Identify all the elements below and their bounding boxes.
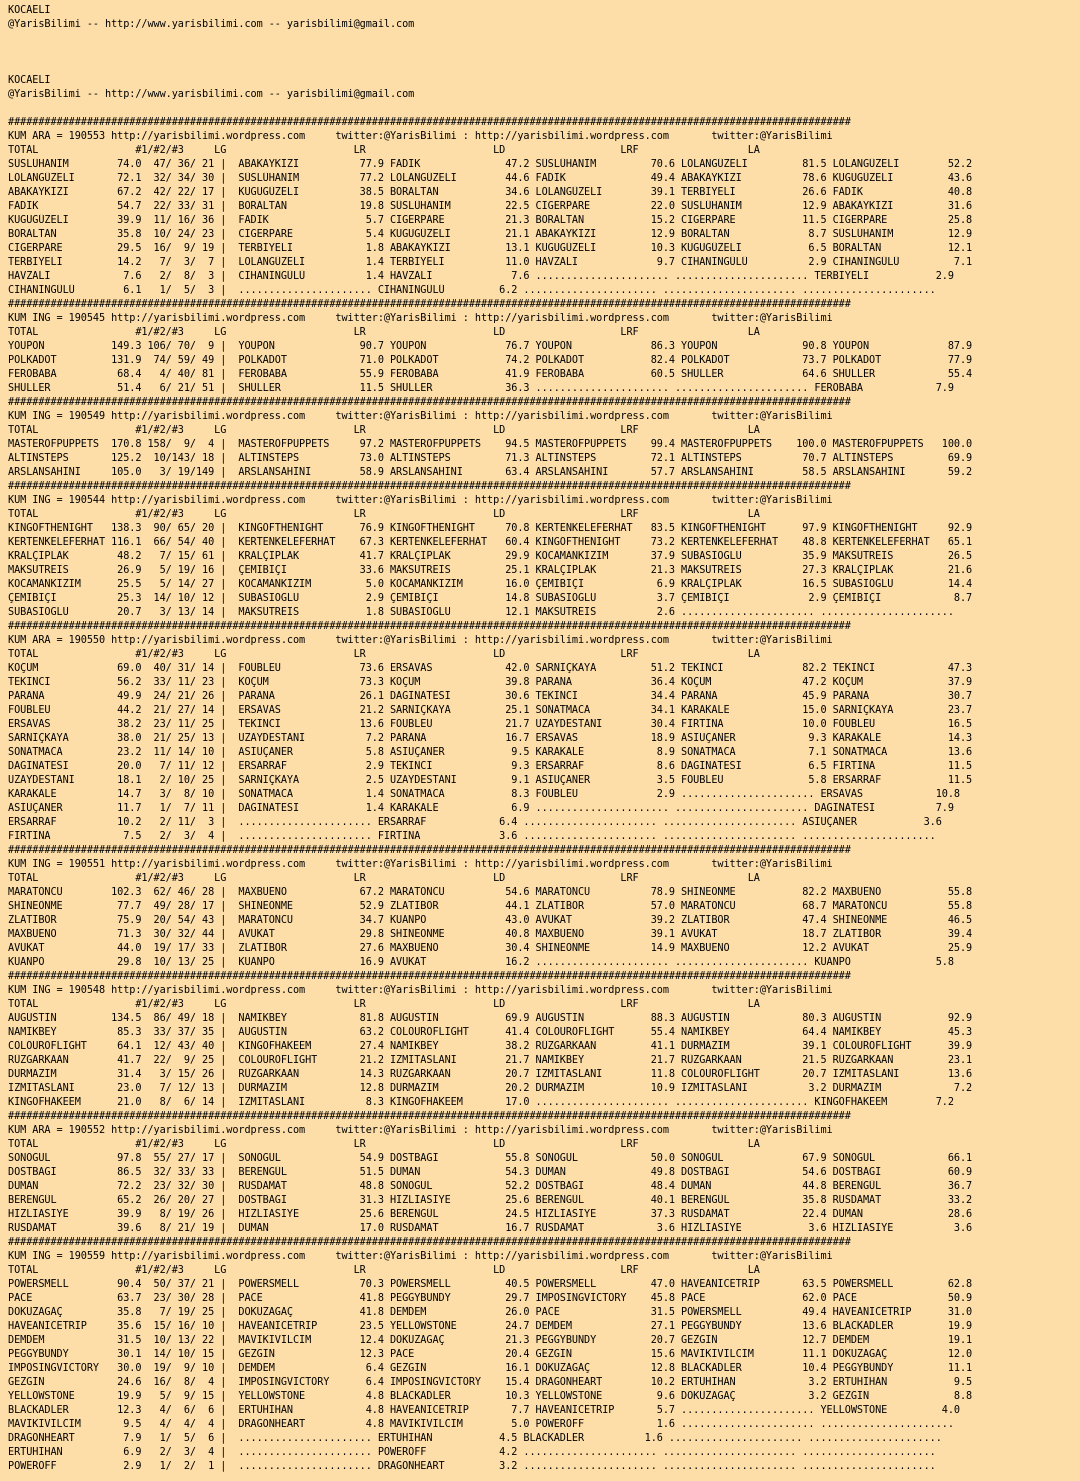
result-row: COLOUROFLIGHT 64.1 12/ 43/ 40 | KINGOFHAKEEM 27.4 NAMIKBEY 38.2 RÜZGARKAAN 41.1 DURMAZIM 39.1 COLOUROFLIGHT 39.9 bbox=[8, 1041, 973, 1052]
race-title: KUM ING = 190548 http://yarisbilimi.wordpress.com twitter:@YarisBilimi : http://yarisbilimi.wordpress.com twitter:@YarisBilimi bbox=[8, 985, 833, 996]
result-row: KERTENKELEFERHAT 116.1 66/ 54/ 40 | KERTENKELEFERHAT 67.3 KERTENKELEFERHAT 60.4 KINGOFTHENIGHT 73.2 KERTENKELEFERHAT 48.8 KERTENKELEFERHAT 65.1 bbox=[8, 537, 973, 548]
separator-line: ########################################################################################################################################### bbox=[8, 971, 851, 982]
result-row: RUSDAMAT 39.6 8/ 21/ 19 | DUMAN 17.0 RUSDAMAT 16.7 RUSDAMAT 3.6 HIZLIASIYE 3.6 HIZLIASIYE 3.6 bbox=[8, 1223, 973, 1234]
column-header: TOTAL #1/#2/#3 LG LR LD LRF LA bbox=[8, 327, 760, 338]
separator-line: ########################################################################################################################################### bbox=[8, 299, 851, 310]
header-line: @YarisBilimi -- http://www.yarisbilimi.com -- yarisbilimi@gmail.com bbox=[8, 19, 415, 30]
result-row: POWERSMELL 90.4 50/ 37/ 21 | POWERSMELL 70.3 POWERSMELL 40.5 POWERSMELL 47.0 HAVEANICETRIP 63.5 POWERSMELL 62.8 bbox=[8, 1279, 973, 1290]
result-row: ABAKAYKIZI 67.2 42/ 22/ 17 | KUGUGÜZELI 38.5 BORALTAN 34.6 LOLANGÜZELI 39.1 TERBIYELI 26.6 FADIK 40.8 bbox=[8, 187, 973, 198]
result-row: KINGOFTHENIGHT 138.3 90/ 65/ 20 | KINGOFTHENIGHT 76.9 KINGOFTHENIGHT 70.8 KERTENKELEFERHAT 83.5 KINGOFTHENIGHT 97.9 KINGOFTHENIGHT 92.9 bbox=[8, 523, 973, 534]
column-header: TOTAL #1/#2/#3 LG LR LD LRF LA bbox=[8, 1265, 760, 1276]
separator-line: ########################################################################################################################################### bbox=[8, 481, 851, 492]
result-row: TEKINCI 56.2 33/ 11/ 23 | KOÇUM 73.3 KOÇUM 39.8 PARANA 36.4 KOÇUM 47.2 KOÇUM 37.9 bbox=[8, 677, 973, 688]
result-row: HAVZALI 7.6 2/ 8/ 3 | CIHANINGÜLÜ 1.4 HAVZALI 7.6 ...................... ...................... TERBIYELI 2.9 bbox=[8, 271, 954, 282]
result-row: SUBASIOGLU 20.7 3/ 13/ 14 | MAKSUTREIS 1.8 SUBASIOGLU 12.1 MAKSUTREIS 2.6 ...................... ...................... bbox=[8, 607, 954, 618]
result-row: BORALTAN 35.8 10/ 24/ 23 | CIGERPARE 5.4 KUGUGÜZELI 21.1 ABAKAYKIZI 12.9 BORALTAN 8.7 SÜSLÜHANIM 12.9 bbox=[8, 229, 973, 240]
result-row: KUANPO 29.8 10/ 13/ 25 | KUANPO 16.9 AVUKAT 16.2 ...................... ...................... KUANPO 5.8 bbox=[8, 957, 954, 968]
column-header: TOTAL #1/#2/#3 LG LR LD LRF LA bbox=[8, 999, 760, 1010]
result-row: SONOGUL 97.8 55/ 27/ 17 | SONOGUL 54.9 DOSTBAGI 55.8 SONOGUL 50.0 SONOGUL 67.9 SONOGUL 66.1 bbox=[8, 1153, 973, 1164]
result-row: SÜSLÜHANIM 74.0 47/ 36/ 21 | ABAKAYKIZI 77.9 FADIK 47.2 SÜSLÜHANIM 70.6 LOLANGÜZELI 81.5 LOLANGÜZELI 52.2 bbox=[8, 159, 973, 170]
result-row: ERTUHIHAN 6.9 2/ 3/ 4 | ...................... POWEROFF 4.2 ...................... ...................... ...................... bbox=[8, 1447, 936, 1458]
result-row: MAKSUTREIS 26.9 5/ 19/ 16 | ÇEMIBIÇI 33.6 MAKSUTREIS 25.1 KRALÇIPLAK 21.3 MAKSUTREIS 27.3 KRALÇIPLAK 21.6 bbox=[8, 565, 973, 576]
result-row: RÜZGARKAAN 41.7 22/ 9/ 25 | COLOUROFLIGHT 21.2 IZMITASLANI 21.7 NAMIKBEY 21.7 RÜZGARKAAN 21.5 RÜZGARKAAN 23.1 bbox=[8, 1055, 973, 1066]
separator-line: ########################################################################################################################################### bbox=[8, 397, 851, 408]
result-row: AVUKAT 44.0 19/ 17/ 33 | ZLATIBOR 27.6 MAXBUENO 30.4 SHINEONME 14.9 MAXBUENO 12.2 AVUKAT 25.9 bbox=[8, 943, 973, 954]
result-row: HIZLIASIYE 39.9 8/ 19/ 26 | HIZLIASIYE 25.6 BERENGÜL 24.5 HIZLIASIYE 37.3 RUSDAMAT 22.4 DUMAN 28.6 bbox=[8, 1209, 973, 1220]
result-row: YELLOWSTONE 19.9 5/ 9/ 15 | YELLOWSTONE 4.8 BLACKADLER 10.3 YELLOWSTONE 9.6 DOKUZAGAÇ 3.2 GEZGIN 8.8 bbox=[8, 1391, 973, 1402]
result-row: KOCAMANKIZIM 25.5 5/ 14/ 27 | KOCAMANKIZIM 5.0 KOCAMANKIZIM 16.0 ÇEMIBIÇI 6.9 KRALÇIPLAK 16.5 SUBASIOGLU 14.4 bbox=[8, 579, 973, 590]
result-row: PARANA 49.9 24/ 21/ 26 | PARANA 26.1 DAGINATESI 30.6 TEKINCI 34.4 PARANA 45.9 PARANA 30.7 bbox=[8, 691, 973, 702]
separator-line: ########################################################################################################################################### bbox=[8, 117, 851, 128]
result-row: KINGOFHAKEEM 21.0 8/ 6/ 14 | IZMITASLANI 8.3 KINGOFHAKEEM 17.0 ...................... ...................... KINGOFHAKEEM 7.2 bbox=[8, 1097, 954, 1108]
result-row: KARAKALE 14.7 3/ 8/ 10 | SONATMACA 1.4 SONATMACA 8.3 FOUBLEU 2.9 ...................... ERSAVAS 10.8 bbox=[8, 789, 960, 800]
result-row: ARSLANSAHINI 105.0 3/ 19/149 | ARSLANSAHINI 58.9 ARSLANSAHINI 63.4 ARSLANSAHINI 57.7 ARSLANSAHINI 58.5 ARSLANSAHINI 59.2 bbox=[8, 467, 973, 478]
separator-line: ########################################################################################################################################### bbox=[8, 621, 851, 632]
result-row: PEGGYBUNDY 30.1 14/ 10/ 15 | GEZGIN 12.3 PACE 20.4 GEZGIN 15.6 MAVIKIVILCIM 11.1 DOKUZAGAÇ 12.0 bbox=[8, 1349, 973, 1360]
column-header: TOTAL #1/#2/#3 LG LR LD LRF LA bbox=[8, 509, 760, 520]
result-row: TERBIYELI 14.2 7/ 3/ 7 | LOLANGÜZELI 1.4 TERBIYELI 11.0 HAVZALI 9.7 CIHANINGÜLÜ 2.9 CIHANINGÜLÜ 7.1 bbox=[8, 257, 973, 268]
result-row: DOSTBAGI 86.5 32/ 33/ 33 | BERENGÜL 51.5 DUMAN 54.3 DUMAN 49.8 DOSTBAGI 54.6 DOSTBAGI 60.9 bbox=[8, 1167, 973, 1178]
result-row: KUGUGÜZELI 39.9 11/ 16/ 36 | FADIK 5.7 CIGERPARE 21.3 BORALTAN 15.2 CIGERPARE 11.5 CIGERPARE 25.8 bbox=[8, 215, 973, 226]
race-title: KUM ING = 190559 http://yarisbilimi.wordpress.com twitter:@YarisBilimi : http://yarisbilimi.wordpress.com twitter:@YarisBilimi bbox=[8, 1251, 833, 1262]
result-row: DEMDEM 31.5 10/ 13/ 22 | MAVIKIVILCIM 12.4 DOKUZAGAÇ 21.3 PEGGYBUNDY 20.7 GEZGIN 12.7 DEMDEM 19.1 bbox=[8, 1335, 973, 1346]
result-row: LOLANGÜZELI 72.1 32/ 34/ 30 | SÜSLÜHANIM 77.2 LOLANGÜZELI 44.6 FADIK 49.4 ABAKAYKIZI 78.6 KUGUGÜZELI 43.6 bbox=[8, 173, 973, 184]
result-row: ZLATIBOR 75.9 20/ 54/ 43 | MARATONCU 34.7 KUANPO 43.0 AVUKAT 39.2 ZLATIBOR 47.4 SHINEONME 46.5 bbox=[8, 915, 973, 926]
result-row: ERSARRAF 10.2 2/ 11/ 3 | ...................... ERSARRAF 6.4 ...................... ...................... ASIUÇANER 3.6 bbox=[8, 817, 942, 828]
column-header: TOTAL #1/#2/#3 LG LR LD LRF LA bbox=[8, 1139, 760, 1150]
result-row: FIRTINA 7.5 2/ 3/ 4 | ...................... FIRTINA 3.6 ...................... ...................... ...................... bbox=[8, 831, 936, 842]
result-row: FADIK 54.7 22/ 33/ 31 | BORALTAN 19.8 SÜSLÜHANIM 22.5 CIGERPARE 22.0 SÜSLÜHANIM 12.9 ABAKAYKIZI 31.6 bbox=[8, 201, 973, 212]
header-line: @YarisBilimi -- http://www.yarisbilimi.com -- yarisbilimi@gmail.com bbox=[8, 89, 415, 100]
race-title: KUM ING = 190549 http://yarisbilimi.wordpress.com twitter:@YarisBilimi : http://yarisbilimi.wordpress.com twitter:@YarisBilimi bbox=[8, 411, 833, 422]
result-row: KOÇUM 69.0 40/ 31/ 14 | FOUBLEU 73.6 ERSAVAS 42.0 SARNIÇKAYA 51.2 TEKINCI 82.2 TEKINCI 47.3 bbox=[8, 663, 973, 674]
result-row: ÇEMIBIÇI 25.3 14/ 10/ 12 | SUBASIOGLU 2.9 ÇEMIBIÇI 14.8 SUBASIOGLU 3.7 ÇEMIBIÇI 2.9 ÇEMIBIÇI 8.7 bbox=[8, 593, 973, 604]
result-row: MARATONCU 102.3 62/ 46/ 28 | MAXBUENO 67.2 MARATONCU 54.6 MARATONCU 78.9 SHINEONME 82.2 MAXBUENO 55.8 bbox=[8, 887, 973, 898]
result-row: DURMAZIM 31.4 3/ 15/ 26 | RÜZGARKAAN 14.3 RÜZGARKAAN 20.7 IZMITASLANI 11.8 COLOUROFLIGHT 20.7 IZMITASLANI 13.6 bbox=[8, 1069, 973, 1080]
result-row: ALTINSTEPS 125.2 10/143/ 18 | ALTINSTEPS 73.0 ALTINSTEPS 71.3 ALTINSTEPS 72.1 ALTINSTEPS 70.7 ALTINSTEPS 69.9 bbox=[8, 453, 973, 464]
result-row: POLKADOT 131.9 74/ 59/ 49 | POLKADOT 71.0 POLKADOT 74.2 POLKADOT 82.4 POLKADOT 73.7 POLKADOT 77.9 bbox=[8, 355, 973, 366]
race-title: KUM ING = 190545 http://yarisbilimi.wordpress.com twitter:@YarisBilimi : http://yarisbilimi.wordpress.com twitter:@YarisBilimi bbox=[8, 313, 833, 324]
result-row: SHULLER 51.4 6/ 21/ 51 | SHULLER 11.5 SHULLER 36.3 ...................... ...................... FEROBABA 7.9 bbox=[8, 383, 954, 394]
result-row: POWEROFF 2.9 1/ 2/ 1 | ...................... DRAGONHEART 3.2 ...................... ...................... ...................... bbox=[8, 1461, 936, 1472]
header-line: KOCAELI bbox=[8, 5, 51, 16]
separator-line: ########################################################################################################################################### bbox=[8, 845, 851, 856]
result-row: IMPOSINGVICTORY 30.0 19/ 9/ 10 | DEMDEM 6.4 GEZGIN 16.1 DOKUZAGAÇ 12.8 BLACKADLER 10.4 PEGGYBUNDY 11.1 bbox=[8, 1363, 973, 1374]
result-row: CIGERPARE 29.5 16/ 9/ 19 | TERBIYELI 1.8 ABAKAYKIZI 13.1 KUGUGÜZELI 10.3 KUGUGÜZELI 6.5 BORALTAN 12.1 bbox=[8, 243, 973, 254]
race-title: KUM ARA = 190553 http://yarisbilimi.wordpress.com twitter:@YarisBilimi : http://yarisbilimi.wordpress.com twitter:@YarisBilimi bbox=[8, 131, 833, 142]
column-header: TOTAL #1/#2/#3 LG LR LD LRF LA bbox=[8, 425, 760, 436]
result-row: PACE 63.7 23/ 30/ 28 | PACE 41.8 PEGGYBUNDY 29.7 IMPOSINGVICTORY 45.8 PACE 62.0 PACE 50.9 bbox=[8, 1293, 973, 1304]
result-row: ASIUÇANER 11.7 1/ 7/ 11 | DAGINATESI 1.4 KARAKALE 6.9 ...................... ...................... DAGINATESI 7.9 bbox=[8, 803, 954, 814]
header-line: KOCAELI bbox=[8, 75, 51, 86]
header-line bbox=[8, 60, 1080, 74]
column-header: TOTAL #1/#2/#3 LG LR LD LRF LA bbox=[8, 145, 760, 156]
result-row: FEROBABA 68.4 4/ 40/ 81 | FEROBABA 55.9 FEROBABA 41.9 FEROBABA 60.5 SHULLER 64.6 SHULLER 55.4 bbox=[8, 369, 973, 380]
header-line bbox=[8, 32, 1080, 46]
race-title: KUM ARA = 190552 http://yarisbilimi.wordpress.com twitter:@YarisBilimi : http://yarisbilimi.wordpress.com twitter:@YarisBilimi bbox=[8, 1125, 833, 1136]
result-row: MAXBUENO 71.3 30/ 32/ 44 | AVUKAT 29.8 SHINEONME 40.8 MAXBUENO 39.1 AVUKAT 18.7 ZLATIBOR 39.4 bbox=[8, 929, 973, 940]
result-row: NAMIKBEY 85.3 33/ 37/ 35 | AUGUSTIN 63.2 COLOUROFLIGHT 41.4 COLOUROFLIGHT 55.4 NAMIKBEY 64.4 NAMIKBEY 45.3 bbox=[8, 1027, 973, 1038]
result-row: BLACKADLER 12.3 4/ 6/ 6 | ERTUHIHAN 4.8 HAVEANICETRIP 7.7 HAVEANICETRIP 5.7 ...................... YELLOWSTONE 4.0 bbox=[8, 1405, 960, 1416]
result-row: MAVIKIVILCIM 9.5 4/ 4/ 4 | DRAGONHEART 4.8 MAVIKIVILCIM 5.0 POWEROFF 1.6 ...................... ...................... bbox=[8, 1419, 954, 1430]
result-row: UZAYDESTANI 18.1 2/ 10/ 25 | SARNIÇKAYA 2.5 UZAYDESTANI 9.1 ASIUÇANER 3.5 FOUBLEU 5.8 ERSARRAF 11.5 bbox=[8, 775, 973, 786]
result-row: IZMITASLANI 23.0 7/ 12/ 13 | DURMAZIM 12.8 DURMAZIM 20.2 DURMAZIM 10.9 IZMITASLANI 3.2 DURMAZIM 7.2 bbox=[8, 1083, 973, 1094]
column-header: TOTAL #1/#2/#3 LG LR LD LRF LA bbox=[8, 873, 760, 884]
result-row: DAGINATESI 20.0 7/ 11/ 12 | ERSARRAF 2.9 TEKINCI 9.3 ERSARRAF 8.6 DAGINATESI 6.5 FIRTINA 11.5 bbox=[8, 761, 973, 772]
result-row: AUGUSTIN 134.5 86/ 49/ 18 | NAMIKBEY 81.8 AUGUSTIN 69.9 AUGUSTIN 88.3 AUGUSTIN 80.3 AUGUSTIN 92.9 bbox=[8, 1013, 973, 1024]
result-row: MASTEROFPUPPETS 170.8 158/ 9/ 4 | MASTEROFPUPPETS 97.2 MASTEROFPUPPETS 94.5 MASTEROFPUPPETS 99.4 MASTEROFPUPPETS 100.0 MASTEROFPUPPETS 100.0 bbox=[8, 439, 973, 450]
header-line bbox=[8, 46, 1080, 60]
result-row: FOUBLEU 44.2 21/ 27/ 14 | ERSAVAS 21.2 SARNIÇKAYA 25.1 SONATMACA 34.1 KARAKALE 15.0 SARNIÇKAYA 23.7 bbox=[8, 705, 973, 716]
race-title: KUM ING = 190544 http://yarisbilimi.wordpress.com twitter:@YarisBilimi : http://yarisbilimi.wordpress.com twitter:@YarisBilimi bbox=[8, 495, 833, 506]
race-title: KUM ARA = 190550 http://yarisbilimi.wordpress.com twitter:@YarisBilimi : http://yarisbilimi.wordpress.com twitter:@YarisBilimi bbox=[8, 635, 833, 646]
result-row: GEZGIN 24.6 16/ 8/ 4 | IMPOSINGVICTORY 6.4 IMPOSINGVICTORY 15.4 DRAGONHEART 10.2 ERTUHIHAN 3.2 ERTUHIHAN 9.5 bbox=[8, 1377, 973, 1388]
separator-line: ########################################################################################################################################### bbox=[8, 1111, 851, 1122]
result-row: SARNIÇKAYA 38.0 21/ 25/ 13 | UZAYDESTANI 7.2 PARANA 16.7 ERSAVAS 18.9 ASIUÇANER 9.3 KARAKALE 14.3 bbox=[8, 733, 973, 744]
result-row: SHINEONME 77.7 49/ 28/ 17 | SHINEONME 52.9 ZLATIBOR 44.1 ZLATIBOR 57.0 MARATONCU 68.7 MARATONCU 55.8 bbox=[8, 901, 973, 912]
column-header: TOTAL #1/#2/#3 LG LR LD LRF LA bbox=[8, 649, 760, 660]
result-row: KRALÇIPLAK 48.2 7/ 15/ 61 | KRALÇIPLAK 41.7 KRALÇIPLAK 29.9 KOCAMANKIZIM 37.9 SUBASIOGLU 35.9 MAKSUTREIS 26.5 bbox=[8, 551, 973, 562]
result-row: BERENGÜL 65.2 26/ 20/ 27 | DOSTBAGI 31.3 HIZLIASIYE 25.6 BERENGÜL 40.1 BERENGÜL 35.8 RUSDAMAT 33.2 bbox=[8, 1195, 973, 1206]
result-row: DRAGONHEART 7.9 1/ 5/ 6 | ...................... ERTUHIHAN 4.5 BLACKADLER 1.6 ...................... ...................... bbox=[8, 1433, 942, 1444]
result-row: CIHANINGÜLÜ 6.1 1/ 5/ 3 | ...................... CIHANINGÜLÜ 6.2 ...................... ...................... ...................... bbox=[8, 285, 936, 296]
header-line bbox=[8, 102, 1080, 116]
result-row: DOKUZAGAÇ 35.8 7/ 19/ 25 | DOKUZAGAÇ 41.8 DEMDEM 26.0 PACE 31.5 POWERSMELL 49.4 HAVEANICETRIP 31.0 bbox=[8, 1307, 973, 1318]
separator-line: ########################################################################################################################################### bbox=[8, 1237, 851, 1248]
result-row: DUMAN 72.2 23/ 32/ 30 | RUSDAMAT 48.8 SONOGUL 52.2 DOSTBAGI 48.4 DUMAN 44.8 BERENGÜL 36.7 bbox=[8, 1181, 973, 1192]
result-row: YOUPON 149.3 106/ 70/ 9 | YOUPON 90.7 YOUPON 76.7 YOUPON 86.3 YOUPON 90.8 YOUPON 87.9 bbox=[8, 341, 973, 352]
result-row: HAVEANICETRIP 35.6 15/ 16/ 10 | HAVEANICETRIP 23.5 YELLOWSTONE 24.7 DEMDEM 27.1 PEGGYBUNDY 13.6 BLACKADLER 19.9 bbox=[8, 1321, 973, 1332]
result-row: SONATMACA 23.2 11/ 14/ 10 | ASIUÇANER 5.8 ASIUÇANER 9.5 KARAKALE 8.9 SONATMACA 7.1 SONATMACA 13.6 bbox=[8, 747, 973, 758]
result-row: ERSAVAS 38.2 23/ 11/ 25 | TEKINCI 13.6 FOUBLEU 21.7 UZAYDESTANI 30.4 FIRTINA 10.0 FOUBLEU 16.5 bbox=[8, 719, 973, 730]
race-title: KUM ING = 190551 http://yarisbilimi.wordpress.com twitter:@YarisBilimi : http://yarisbilimi.wordpress.com twitter:@YarisBilimi bbox=[8, 859, 833, 870]
